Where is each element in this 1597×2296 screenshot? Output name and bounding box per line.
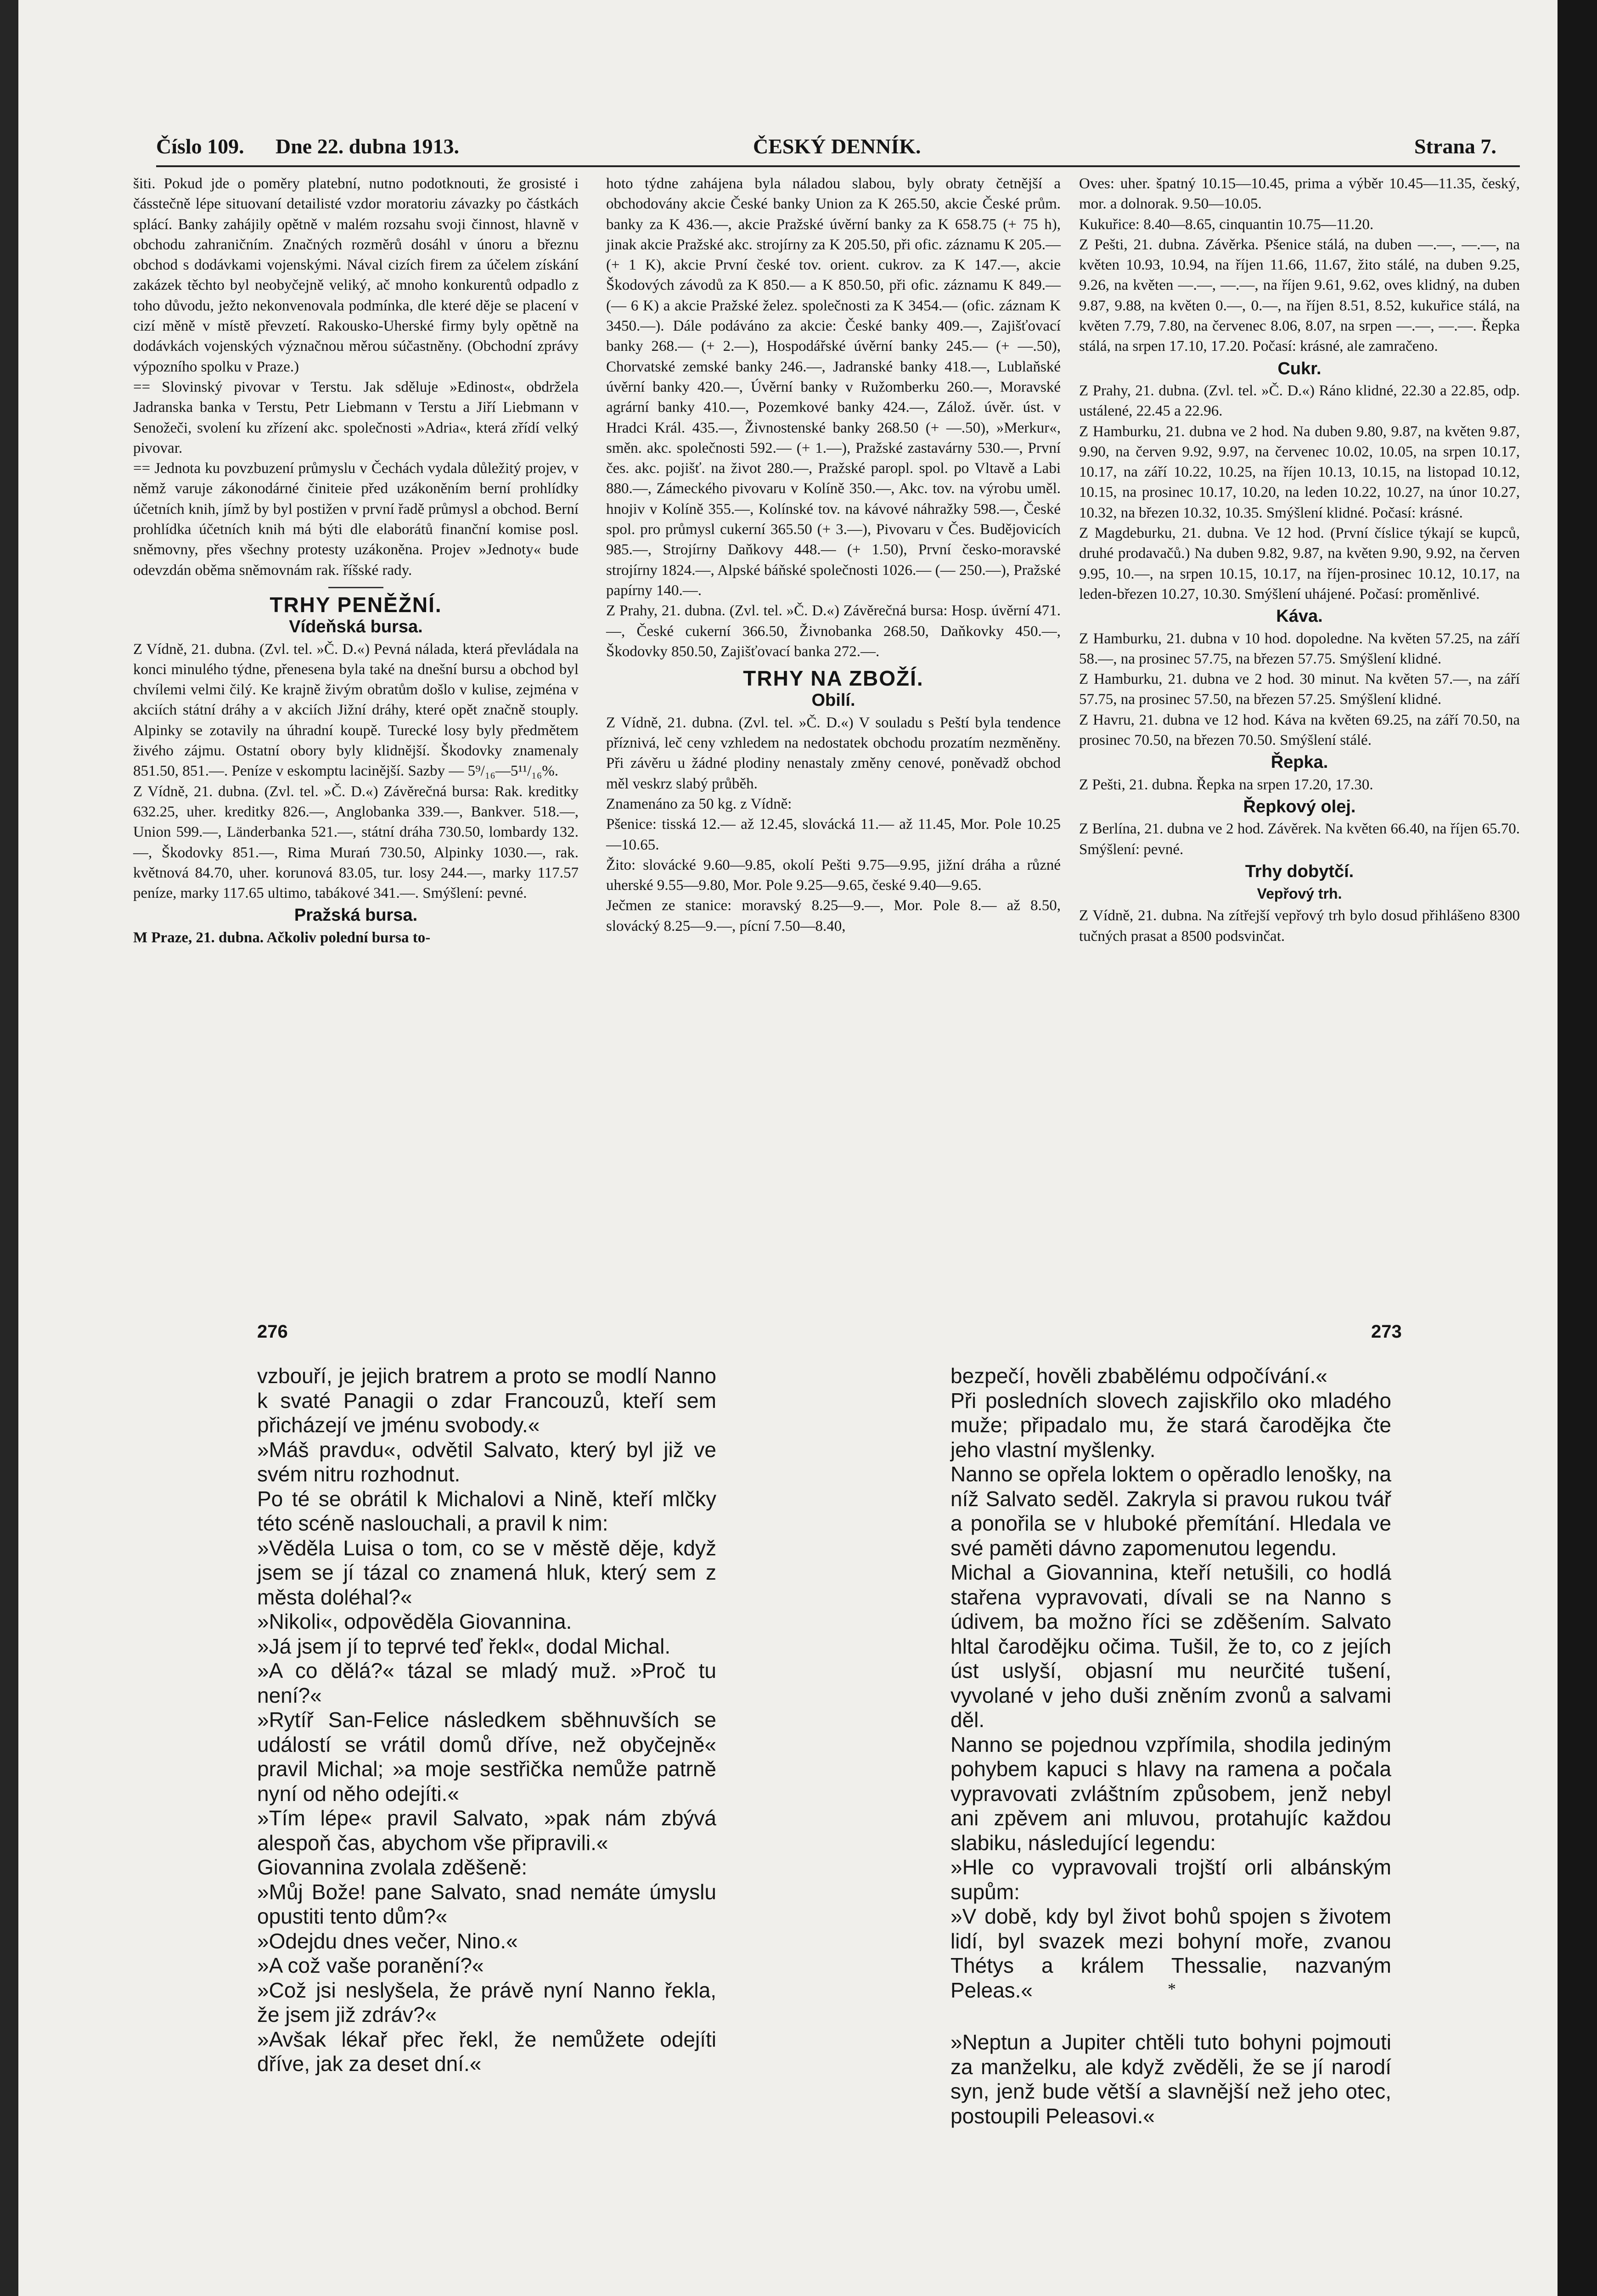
section-heading: TRHY NA ZBOŽÍ. [743, 666, 924, 691]
novel-paragraph: »Což jsi neslyšela, že právě nyní Nanno řekla, že jsem již zdráv?« [257, 1978, 716, 2026]
novel-page-number-right: 273 [1371, 1322, 1402, 1342]
novel-paragraph: »Můj Bože! pane Salvato, snad nemáte úmyslu opustiti tento dům?« [257, 1880, 716, 1928]
column-2 [606, 174, 1061, 936]
page-number: Strana 7. [1414, 135, 1496, 158]
section-divider [328, 587, 383, 588]
novel-paragraph: vzbouří, je jejich bratrem a proto se modlí Nanno k svaté Panagii o zdar Francouzů, kteří sem přicházejí ve jménu svobody.« [257, 1364, 716, 1437]
novel-paragraph: »Neptun a Jupiter chtěli tuto bohyni pojmouti za manželku, ale když zvěděli, že se jí narodí syn, jenž bude větší a slavnější než jeho otec, postoupili Peleasovi.« [950, 2030, 1391, 2128]
novel-paragraph: »A co dělá?« tázal se mladý muž. »Proč tu není?« [257, 1659, 716, 1707]
subsection-heading: Obilí. [811, 691, 855, 710]
issue-date: Dne 22. dubna 1913. [276, 135, 460, 158]
subsection-heading: Řepkový olej. [1243, 797, 1356, 816]
paragraph-gap [950, 2003, 1391, 2030]
subsection-heading: Pražská bursa. [294, 906, 418, 925]
novel-paragraph: »Tím lépe« pravil Salvato, »pak nám zbývá alespoň čas, abychom vše připravili.« [257, 1806, 716, 1855]
novel-paragraph: »Odejdu dnes večer, Nino.« [257, 1929, 518, 1953]
novel-paragraph: »V době, kdy byl život bohů spojen s životem lidí, byl svazek mezi bohyní moře, zvanou Thétys a králem Thessalie, nazvaným Peleas.« [950, 1904, 1391, 2002]
article-paragraph: Z Magdeburku, 21. dubna. Ve 12 hod. (První číslice týkají se kupců, druhé prodavačů.) Na duben 9.82, 9.87, na květen 9.90, 9.92, na červen 9.95, 10.—, na srpen 10.15, 10.17, na říjen-prosinec 10.12, 10.17, na leden-březen 10.27, 10.30. Smýšlení uhájené. Počasí: proměnlivé. [1079, 525, 1520, 602]
article-paragraph: šiti. Pokud jde o poměry platební, nutno podotknouti, že grosisté i čásstečně lépe situovaní detailisté vzdor moratoriu závazky po částkách splácí. Banky zahájily opětně v malém rozsahu svoji činnost, hlavně v obchodu zahraničním. Značných rozměrů dosáhl v únoru a březnu obchod s dodávkami vojenskými. Nával cizích firem za účelem získání zakázek těchto byl neobyčejně veliký, ač mnoho konkurentů odpadlo z toho důvodu, ježto nekonvenovala podmínka, dle které děje se placení v cizí měně v místě převzetí. Rakousko-Uherské firmy byly opětně na dodávkách vojenských význačnou měrou súčastněny. (Obchodní zprávy výpozního spolku v Praze.) [133, 175, 579, 375]
article-paragraph: Z Vídně, 21. dubna. Na zítřejší vepřový trh bylo dosud přihlášeno 8300 tučných prasat a 8500 podsvinčat. [1079, 907, 1520, 945]
masthead-title: ČESKÝ DENNÍK. [753, 135, 921, 158]
article-paragraph: Z Pešti, 21. dubna. Závěrka. Pšenice stálá, na duben —.—, —.—, na květen 10.93, 10.94, na říjen 11.66, 11.67, žito stálé, na duben 9.25, 9.26, na květen —.—, —.—, na říjen 9.61, 9.62, oves klidný, na duben 9.87, 9.88, na květen 0.—, 0.—, na říjen 8.51, 8.52, kukuřice stálá, na květen 7.79, 7.80, na červenec 8.06, 8.07, na srpen —.—, —.—. Řepka stálá, na srpen 17.10, 17.20. Počasí: krásné, ale zamračeno. [1079, 236, 1520, 355]
article-paragraph: Z Hamburku, 21. dubna v 10 hod. dopoledne. Na květen 57.25, na září 58.—, na prosinec 57.75, na březen 57.75. Smýšlení klidné. [1079, 630, 1520, 667]
article-paragraph: Z Pešti, 21. dubna. Řepka na srpen 17.20, 17.30. [1079, 776, 1373, 793]
column-3 [1079, 174, 1520, 946]
article-paragraph: Pšenice: tisská 12.— až 12.45, slovácká 11.— až 11.45, Mor. Pole 10.25—10.65. [606, 816, 1061, 853]
novel-paragraph: »Věděla Luisa o tom, co se v městě děje, když jsem se jí tázal co znamená hluk, který sem z města doléhal?« [257, 1536, 716, 1609]
novel-paragraph: Michal a Giovannina, kteří netušili, co hodlá stařena vypravovati, dívali se na Nanno s údivem, ba možno říci se zděšením. Salvato hltal čarodějku očima. Tušil, že to, co z jejích úst uslyší, objasní mu neurčité tušení, vyvolané v jeho duši zněním zvonů a salvami děl. [950, 1560, 1391, 1732]
novel-paragraph: »Rytíř San-Felice následkem sběhnuvších se událostí se vrátil domů dříve, než obyčejně« pravil Michal; »a moje sestřička nemůže patrně nyní od něho odejíti.« [257, 1708, 716, 1806]
article-paragraph: == Jednota ku povzbuzení průmyslu v Čechách vydala důležitý projev, v němž varuje zákonodárné činiteie před uzákoněním berní prohlídky účetních knih, jímž by byl postižen v první řadě průmysl a obchod. Berní prohlídka účetních knih má býti dle elaborátů finanční komise posl. sněmovny, přes všechny protesty uzákoněna. Projev »Jednoty« bude odevzdán oběma sněmovnám rak. říšské rady. [133, 460, 579, 579]
article-paragraph: == Slovinský pivovar v Terstu. Jak sděluje »Edinost«, obdržela Jadranska banka v Terstu, Petr Liebmann v Terstu a Jiří Liebmann v Senožeči, svolení ku zřízení akc. společnosti »Adria«, která zřídí velký pivovar. [133, 378, 579, 456]
novel-paragraph: Giovannina zvolala zděšeně: [257, 1855, 528, 1879]
section-heading: TRHY PENĚŽNÍ. [270, 592, 442, 617]
subsection-heading: Řepka. [1271, 753, 1328, 772]
serial-novel-right [950, 1364, 1391, 2128]
scan-left-edge [0, 0, 18, 2296]
page-header [156, 134, 1520, 163]
novel-paragraph: »Já jsem jí to teprvé teď řekl«, dodal Michal. [257, 1634, 671, 1658]
article-paragraph: Z Vídně, 21. dubna. (Zvl. tel. »Č. D.«) Závěrečná bursa: Rak. kreditky 632.25, uher. kreditky 826.—, Anglobanka 339.—, Bankver. 518.—, Union 599.—, Länderbanka 521.—, státní dráha 730.50, lombardy 132.—, Škodovky 851.—, Rima Murań 730.50, Alpinky 1030.—, rak. květnová 84.70, uher. korunová 83.05, tur. losy 244.—, marky 117.57 peníze, marky 117.65 ultimo, tabákové 341.—. Smýšlení: pevné. [133, 783, 579, 902]
novel-paragraph: »A což vaše poranění?« [257, 1953, 484, 1977]
article-paragraph: Z Vídně, 21. dubna. (Zvl. tel. »Č. D.«) V souladu s Peští byla tendence příznivá, leč ceny vzhledem na nedostatek obchodu prozatím nezměněny. Při závěru u žádné plodiny nenastaly změny cenové, poněvadž obchod měl veskrz slabý průběh. [606, 714, 1061, 792]
article-paragraph: Kukuřice: 8.40—8.65, cinquantin 10.75—11.20. [1079, 216, 1374, 233]
article-paragraph: Z Berlína, 21. dubna ve 2 hod. Závěrek. Na květen 66.40, na říjen 65.70. Smýšlení: pevné. [1079, 821, 1520, 858]
subsection-heading: Vídeňská bursa. [289, 617, 423, 637]
article-paragraph: Oves: uher. špatný 10.15—10.45, prima a výběr 10.45—11.35, český, mor. a dolnorak. 9.50—10.05. [1079, 175, 1520, 213]
novel-paragraph: »Nikoli«, odpověděla Giovannina. [257, 1609, 572, 1633]
article-paragraph: Z Hamburku, 21. dubna ve 2 hod. 30 minut. Na květen 57.—, na září 57.75, na prosinec 57.50, na březen 57.25. Smýšlení klidné. [1079, 671, 1520, 708]
article-paragraph: Ječmen ze stanice: moravský 8.25—9.—, Mor. Pole 8.— až 8.50, slovácký 8.25—9.—, pícní 7.50—8.40, [606, 897, 1061, 934]
article-paragraph: Z Prahy, 21. dubna. (Zvl. tel. »Č. D.«) Ráno klidné, 22.30 a 22.85, odp. ustálené, 22.45 a 22.96. [1079, 382, 1520, 420]
novel-paragraph: »Hle co vypravovali trojští orli albánským supům: [950, 1855, 1391, 1904]
header-rule [156, 165, 1520, 167]
subsection-heading: Trhy dobytčí. [1245, 861, 1354, 881]
serial-novel-left [257, 1364, 716, 2077]
article-paragraph: M Praze, 21. dubna. Ačkoliv polední bursa to- [133, 929, 431, 946]
article-paragraph: Z Havru, 21. dubna ve 12 hod. Káva na květen 69.25, na září 70.50, na prosinec 70.50, na březen 70.50. Smýšlení stálé. [1079, 711, 1520, 749]
novel-paragraph: Nanno se pojednou vzpřímila, shodila jediným pohybem kapuci s hlavy na ramena a počala vypravovati zvláštním způsobem, jenž nebyl ani zpěvem ani mluvou, protahujíc každou slabiku, následující legendu: [950, 1732, 1391, 1855]
novel-paragraph: bezpečí, hověli zbabělému odpočívání.« [950, 1364, 1327, 1388]
novel-page-number-left: 276 [257, 1322, 288, 1342]
article-paragraph: Z Hamburku, 21. dubna ve 2 hod. Na duben 9.80, 9.87, na květen 9.87, 9.90, na červen 9.92, 9.97, na červenec 10.02, 10.05, na srpen 10.17, 10.17, na září 10.22, 10.25, na říjen 10.13, 10.15, na listopad 10.12, 10.15, na prosinec 10.17, 10.20, na leden 10.22, 10.27, na únor 10.27, 10.32, na březen 10.32, 10.35. Smýšlení klidné. Počasí: krásné. [1079, 423, 1520, 521]
column-1 [133, 174, 579, 948]
article-paragraph: Z Prahy, 21. dubna. (Zvl. tel. »Č. D.«) Závěrečná bursa: Hosp. úvěrní 471.—, České cukerní 366.50, Živnobanka 268.50, Daňkovky 450.—, Škodovky 850.50, Zajišťovací banka 272.—. [606, 602, 1061, 660]
novel-paragraph: Nanno se opřela loktem o opěradlo lenošky, na níž Salvato seděl. Zakryla si pravou rukou tvář a ponořila se v hluboké přemítání. Hledala ve své paměti dávno zapomenutou legendu. [950, 1462, 1391, 1560]
issue-number: Číslo 109. [156, 135, 244, 158]
article-paragraph: Žito: slovácké 9.60—9.85, okolí Pešti 9.75—9.95, jižní dráha a různé uherské 9.55—9.80, Mor. Pole 9.25—9.65, české 9.40—9.65. [606, 856, 1061, 894]
article-paragraph: Z Vídně, 21. dubna. (Zvl. tel. »Č. D.«) Pevná nálada, která převládala na konci minulého týdne, přenesena byla také na dnešní bursu a obchod byl chvílemi velmi čilý. Ke krajně živým obratům došlo v kulise, zejména v akciích státní dráhy a v akciích Jižní dráhy, které opět značně stouply. Alpinky se zotavily na úhradní koupě. Turecké losy byly předmětem živého zájmu. Ostatní obory byly klidnější. Škodovky znamenaly 851.50, 851.—. Peníze v eskomptu lacinější. Sazby — 5⁹/₁₆—5¹¹/₁₆%. [133, 641, 579, 780]
article-paragraph: hoto týdne zahájena byla náladou slabou, byly obraty četnější a obchodovány akcie České banky Union za K 265.50, akcie České prům. banky za K 436.—, akcie Pražské úvěrní banky za K 658.75 (+ 75 h), jinak akcie Pražské akc. strojírny za K 205.50, při ofic. záznamu K 205.— (+ 1 K), akcie První české tov. orient. cukrov. za K 147.—, akcie Škodových závodů za K 850.— a K 850.50, při ofic. záznamu K 849.— (— 6 K) a akcie Pražské želez. společnosti za K 3454.— (ofic. záznam K 3450.—). Dále podáváno za akcie: České banky 409.—, Zajišťovací banky 268.— (+ 2.—), Hospodářské úvěrní banky 245.— (+ —.50), Chorvatské zemské banky 246.—, Jadranské banky 418.—, Lublaňské úvěrní banky 420.—, Úvěrní banky v Ružomberku 260.—, Moravské agrární banky 410.—, Pozemkové banky 424.—, Zálož. úvěr. úst. v Hradci Král. 435.—, Živnostenské banky 268.50 (+ —.50), »Merkur«, směn. akc. společnosti 592.— (+ 1.—), Pražské zastavárny 530.—, První čes. akc. pojišť. na život 280.—, Pražské paropl. spol. po Vltavě a Labi 880.—, Zámeckého pivovaru v Kolíně 350.—, Akc. tov. na výrobu uměl. hnojiv v Kolíně 355.—, Kolínské tov. na kávové náhražky 598.—, České spol. pro průmysl cukerní 365.50 (+ 3.—), Pivovaru v Čes. Budějovicích 985.—, Strojírny Daňkovy 448.— (+ 1.50), První česko-moravské strojírny 1824.—, Alpské báňské společnosti 1026.— (— 250.—), Pražské papírny 140.—. [606, 175, 1061, 599]
novel-paragraph: »Máš pravdu«, odvětil Salvato, který byl již ve svém nitru rozhodnut. [257, 1437, 716, 1486]
asterisk-ornament: * [1168, 1980, 1176, 1998]
subsection-heading: Káva. [1276, 607, 1323, 626]
article-paragraph: Znamenáno za 50 kg. z Vídně: [606, 795, 792, 812]
novel-paragraph: »Avšak lékař přec řekl, že nemůžete odejíti dříve, jak za deset dní.« [257, 2027, 716, 2076]
subsection-heading: Cukr. [1277, 359, 1321, 378]
subsection-subheading: Vepřový trh. [1257, 885, 1342, 902]
novel-paragraph: Po té se obrátil k Michalovi a Nině, kteří mlčky této scéně naslouchali, a pravil k nim: [257, 1486, 716, 1535]
scan-right-edge [1558, 0, 1597, 2296]
novel-paragraph: Při posledních slovech zajiskřilo oko mladého muže; připadalo mu, že stará čarodějka čte jeho vlastní myšlenky. [950, 1388, 1391, 1462]
